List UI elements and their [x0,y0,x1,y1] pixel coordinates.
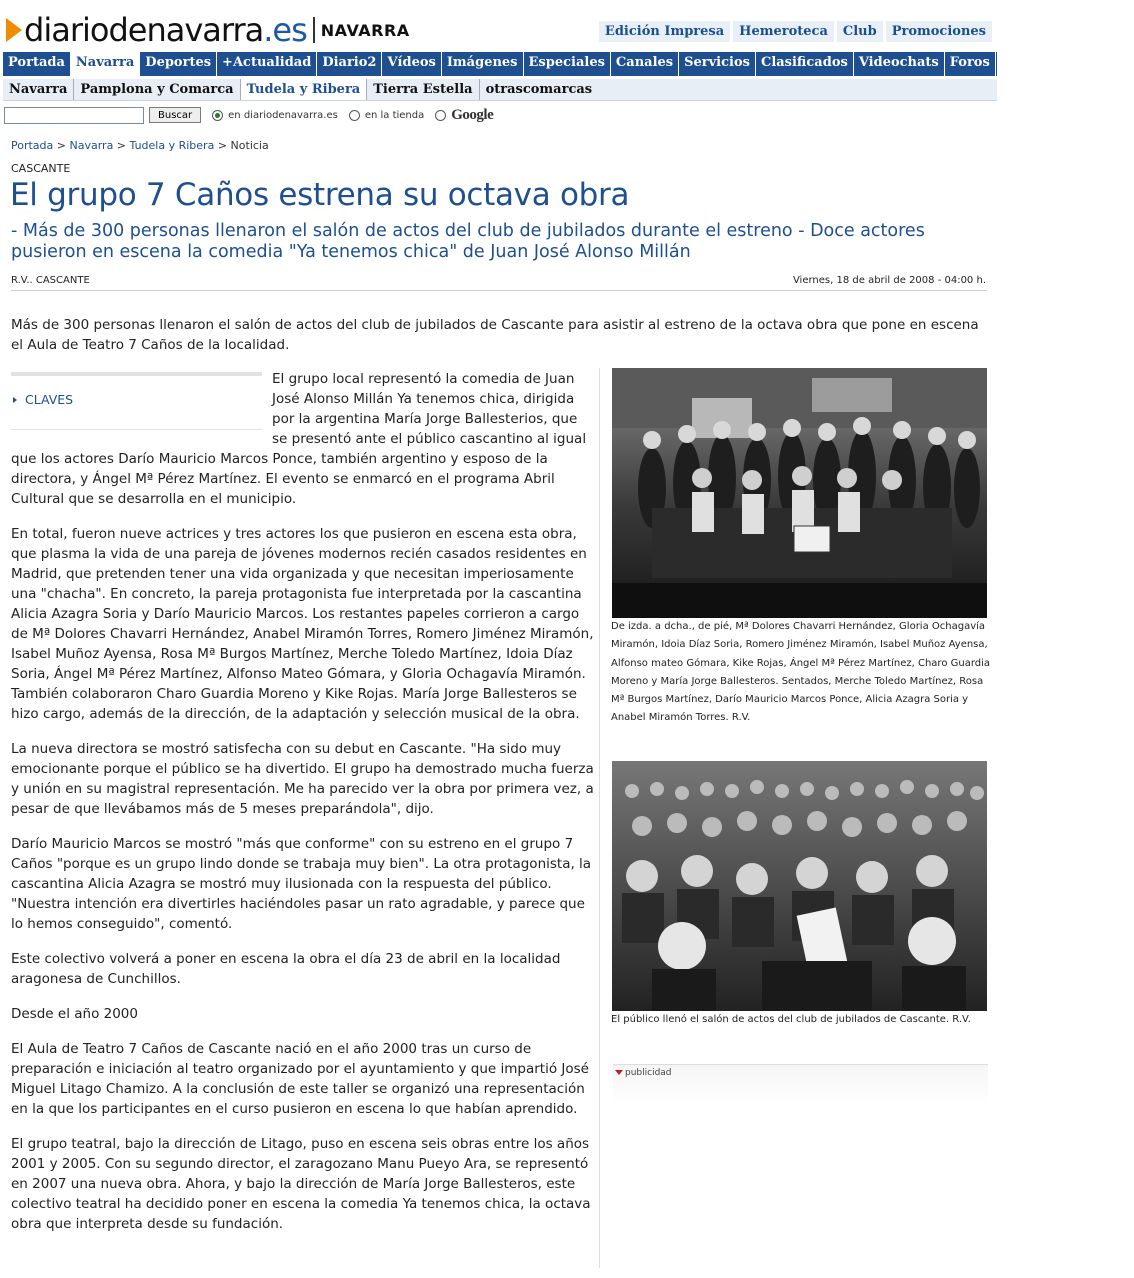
radio-google[interactable] [435,110,446,121]
subheading: Desde el año 2000 [11,1006,138,1022]
article-subhead: - Más de 300 personas llenaron el salón de actos del club de jubilados durante el estreno - Doce actores pusieron en escena la comedia "Ya tenemos chica" de Juan José Alonso Millán [11,221,925,262]
photo-audience-caption: El público llenó el salón de actos del club de jubilados de Cascante. R.V. [611,1014,971,1025]
ad-box [613,1064,988,1264]
nav-clasificados[interactable]: Clasificados [756,52,854,76]
sub-nav [3,79,997,101]
nav-diario2[interactable]: Diario2 [317,52,382,76]
radio-store[interactable] [349,110,360,121]
main-nav [3,52,1129,76]
nav-foros[interactable]: Foros [945,52,996,76]
nav-especiales[interactable]: Especiales [524,52,611,76]
crumb-portada[interactable]: Portada [11,139,54,152]
paragraph: El Aula de Teatro 7 Caños de Cascante nació en el año 2000 tras un curso de preparación e iniciación al teatro organizado por el ayuntamiento y que impartió José Miguel Litago Chamizo. A la conclusión de este taller se organizó una representación en la que los participantes en el curso pusieron en escena lo que habían aprendido. [11,1041,589,1117]
divider [11,290,987,291]
nav-navarra[interactable]: Navarra [71,52,140,76]
top-links [599,21,992,42]
paragraph: El grupo teatral, bajo la dirección de Litago, puso en escena seis obras entre los años 2001 y 2005. Con su segundo director, el zaragozano Manu Pueyo Ara, se representó en 2007 una nueva obra. Ahora, y bajo la dirección de María Jorge Ballesteros, este colectivo teatral ha decidido poner en escena la comedia Ya tenemos chica, la octava obra que interpreta desde su fundación. [11,1136,591,1232]
article-headline: El grupo 7 Caños estrena su octava obra [10,177,630,213]
photo-cast-image [612,368,987,618]
radio-store-label: en la tienda [364,109,425,121]
article-byline: R.V.. CASCANTE [11,275,90,286]
paragraph: El grupo local representó la comedia de Juan José Alonso Millán Ya tenemos chica, dirigida por la argentina María Jorge Ballesterios, que se presentó ante el público cascantino al igual que los actores Darío Mauricio Marcos Ponce, también argentino y esposo de la directora, y Ángel Mª Pérez Martínez. El evento se enmarcó en el programa Abril Cultural que se desarrolla en el municipio. [11,371,587,507]
paragraph: En total, fueron nueve actrices y tres actores los que pusieron en escena esta obra, que plasma la vida de una pareja de jóvenes modernos recién casados residentes en Madrid, que pretenden tener una vida organizada y que necesitan imperiosamente una "chacha". En concreto, la pareja protagonista fue interpretada por la cascantina Alicia Azagra Soria y Darío Mauricio Marcos. Los restantes papeles corrieron a cargo de Mª Dolores Chavarri Hernández, Anabel Miramón Torres, Romero Jiménez Miramón, Isabel Muñoz Ayensa, Rosa Mª Burgos Martínez, Merche Toledo Martínez, Idoia Díaz Soria, Ángel Mª Pérez Martínez, Alfonso Mateo Gómara, y Gloria Ochagavía Miramón. También colaboraron Charo Guardia Moreno y Kike Rojas. María Jorge Ballesteros se hizo cargo, además de la dirección, de la adaptación y selección musical de la obra. [11,526,594,722]
breadcrumb: Portada > Navarra > Tudela y Ribera > Noticia [11,139,269,152]
nav-actualidad[interactable]: +Actualidad [217,52,317,76]
nav-videos[interactable]: Vídeos [382,52,441,76]
google-logo: Google [451,106,494,123]
logo-arrow-icon [6,18,22,42]
paragraph: Este colectivo volverá a poner en escena la obra el día 23 de abril en la localidad aragonesa de Cunchillos. [11,951,561,987]
article-body [11,369,596,1249]
nav-canales[interactable]: Canales [611,52,679,76]
paragraph: La nueva directora se mostró satisfecha con su debut en Cascante. "Ha sido muy emocionante porque el público se ha divertido. El grupo ha demostrado mucha fuerza y unión en su magistral representación. Me ha parecido ver la obra por primera vez, a pesar de que llevábamos más de 5 meses preparándola", dijo. [11,741,594,817]
nav-imagenes[interactable]: Imágenes [442,52,524,76]
search-button[interactable]: Buscar [149,107,201,123]
site-header [0,0,1000,50]
article-date: Viernes, 18 de abril de 2008 - 04:00 h. [792,275,986,286]
top-link-hemeroteca[interactable]: Hemeroteca [733,21,834,42]
ad-arrow-icon [615,1070,623,1075]
crumb-noticia: Noticia [230,139,269,152]
nav-videochats[interactable]: Videochats [854,52,945,76]
section-title: NAVARRA [320,20,410,40]
nav-blogs[interactable]: Blogs [996,52,1048,76]
ad-label: publicidad [625,1068,672,1078]
claves-arrow-icon [13,397,17,403]
photo-audience[interactable] [612,761,987,1011]
claves-label: CLAVES [25,392,74,407]
claves-box[interactable] [11,372,262,430]
logo-text: diariodenavarra.es [24,11,307,49]
subnav-pamplona[interactable]: Pamplona y Comarca [74,79,240,100]
radio-site[interactable] [212,110,223,121]
radio-site-label: en diariodenavarra.es [228,109,338,121]
search-bar [4,106,493,124]
logo-separator [313,17,315,43]
search-input[interactable] [4,107,144,124]
nav-mapa-web[interactable]: Mapa Web [1052,55,1129,70]
nav-deportes[interactable]: Deportes [140,52,217,76]
nav-portada[interactable]: Portada [3,52,71,76]
crumb-navarra[interactable]: Navarra [69,139,114,152]
photo-cast-caption: De izda. a dcha., de pié, Mª Dolores Chavarri Hernández, Gloria Ochagavía Miramón, Idoia Díaz Soria, Romero Jiménez Miramón, Isabel Muñoz Ayensa, Alfonso mateo Gómara, Kike Rojas, Ángel Mª Pérez Martínez, Charo Guardia Moreno y María Jorge Ballesteros. Sentados, Merche Toledo Martínez, Rosa Mª Burgos Martínez, Darío Mauricio Marcos Ponce, Alicia Azagra Soria y Anabel Miramón Torres. R.V. [611,621,991,724]
paragraph: Darío Mauricio Marcos se mostró "más que conforme" con su estreno en el grupo 7 Caños "porque es un grupo lindo donde se trabaja muy bien". La otra protagonista, la cascantina Alicia Azagra se mostró muy ilusionada con la respuesta del público. "Nuestra intención era divertirles haciéndoles pasar un rato agradable, y parece que lo hemos conseguido", comentó. [11,836,592,932]
nav-servicios[interactable]: Servicios [679,52,756,76]
site-logo[interactable] [6,12,410,48]
article-kicker: CASCANTE [11,162,71,175]
subnav-navarra[interactable]: Navarra [3,79,74,100]
top-link-promociones[interactable]: Promociones [886,21,992,42]
subnav-otrascomarcas[interactable]: otrascomarcas [485,82,593,97]
photo-audience-image [612,761,987,1011]
article-lead: Más de 300 personas llenaron el salón de actos del club de jubilados de Cascante para asistir al estreno de la octava obra que pone en escena el Aula de Teatro 7 Caños de la localidad. [11,317,979,353]
top-link-club[interactable]: Club [837,21,883,42]
crumb-tudela[interactable]: Tudela y Ribera [129,139,215,152]
subnav-tudela[interactable]: Tudela y Ribera [241,79,368,100]
photo-cast[interactable] [612,368,987,618]
top-link-edicion-impresa[interactable]: Edición Impresa [599,21,730,42]
subnav-tierra-estella[interactable]: Tierra Estella [367,79,479,100]
sidebar [599,368,993,1268]
